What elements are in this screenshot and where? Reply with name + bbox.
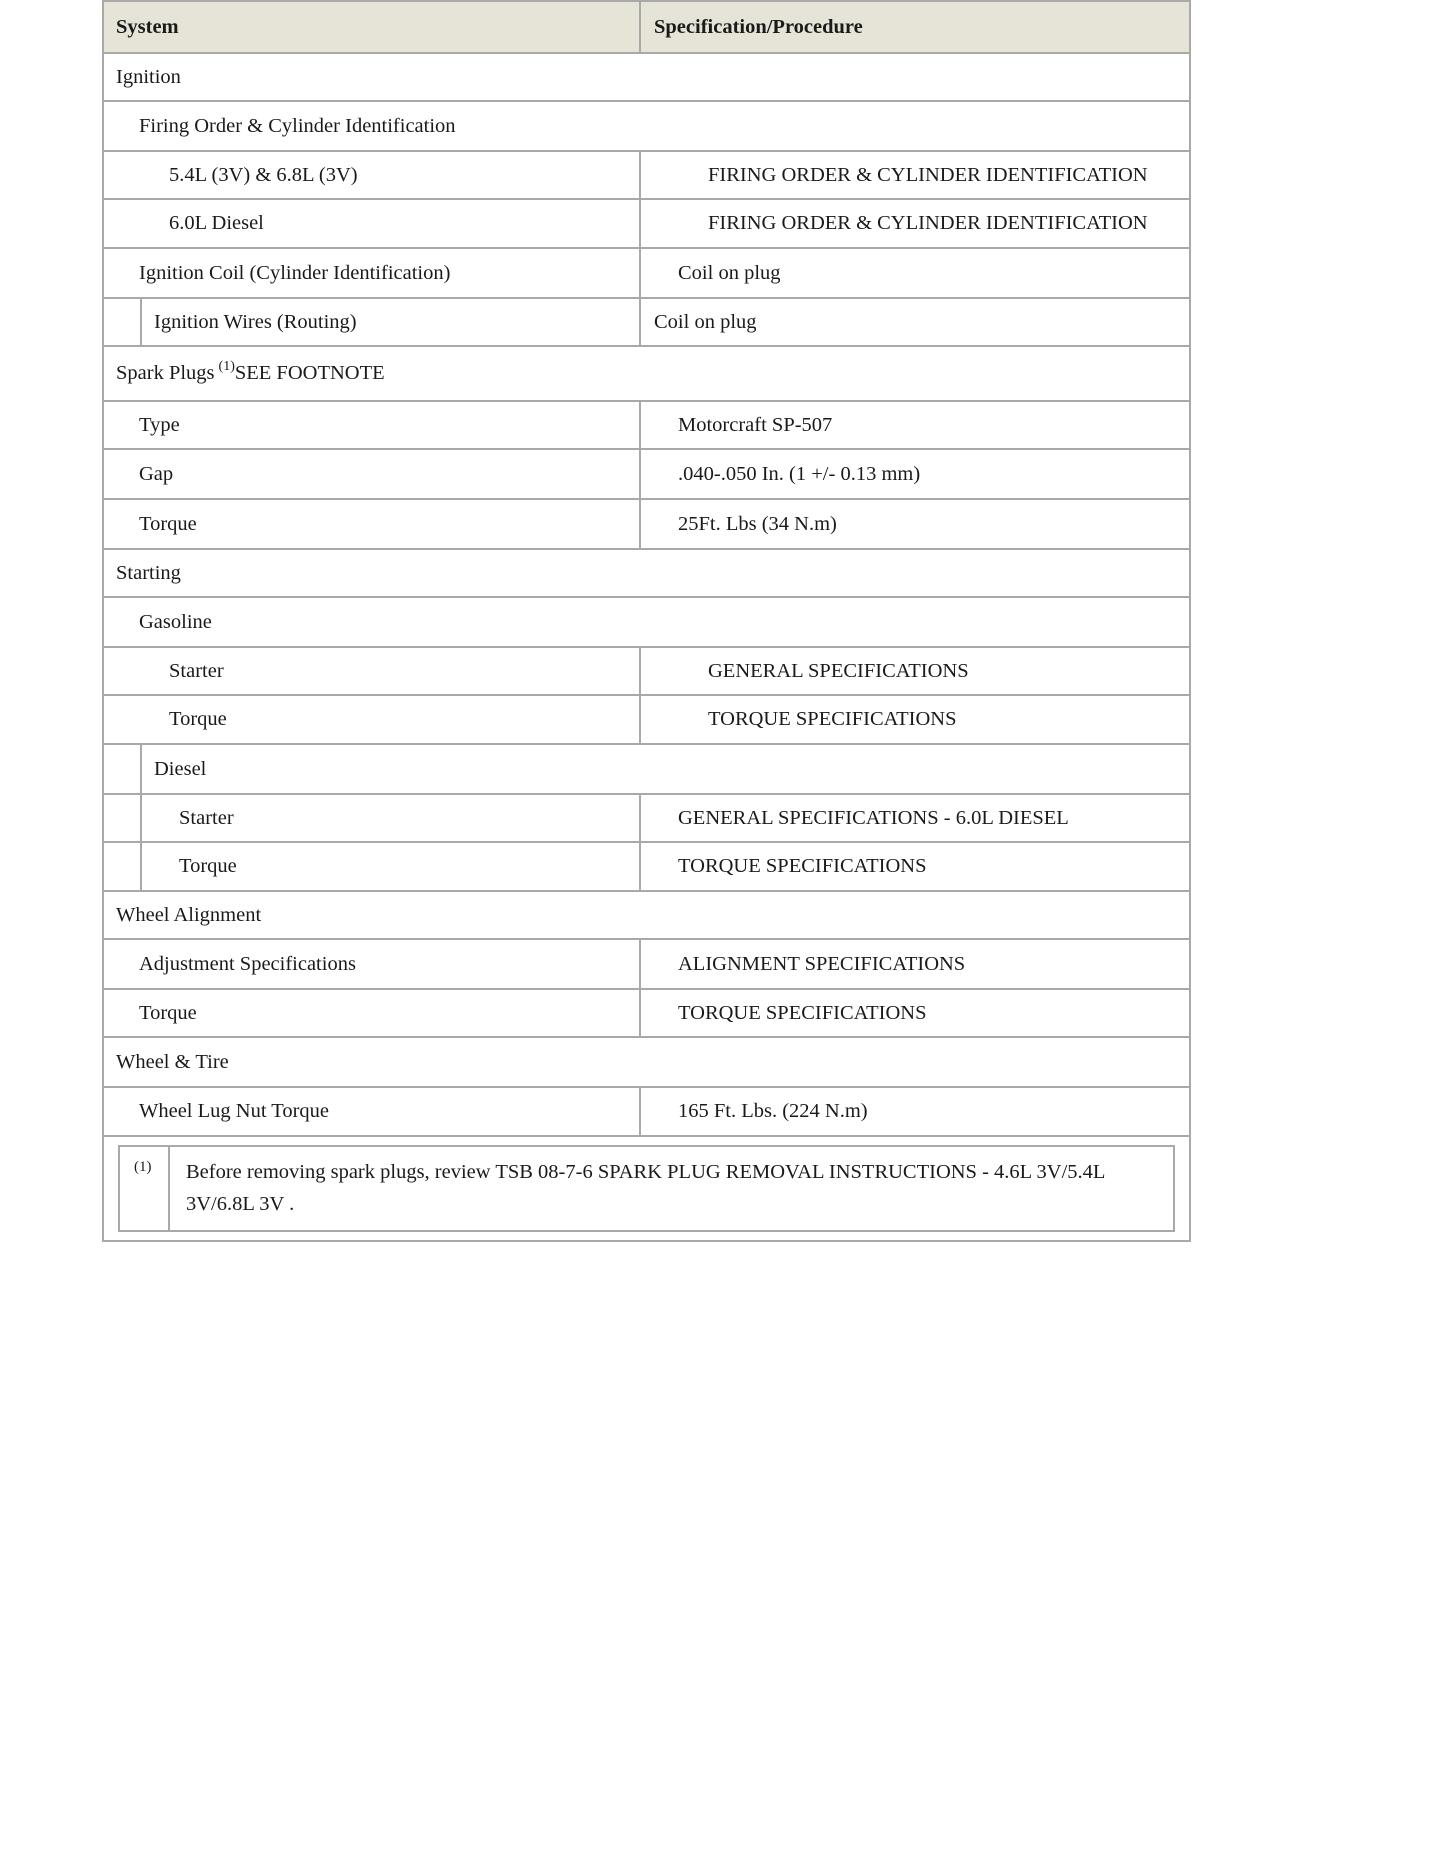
table-row [104,596,1189,646]
table-row [104,548,1189,596]
table-row [104,448,1189,498]
row-label: Torque [104,696,641,743]
row-value-link[interactable]: FIRING ORDER & CYLINDER IDENTIFICATION [708,163,1148,186]
footnote-text: Before removing spark plugs, review TSB 08-7-6 SPARK PLUG REMOVAL INSTRUCTIONS - 4.6L 3V/5.4L 3V/6.8L 3V . [186,1161,1105,1215]
row-label: Starter [142,795,641,841]
table-row [104,100,1189,150]
table-row [104,150,1189,198]
header-spec: Specification/Procedure [654,15,863,38]
row-label: Wheel Lug Nut Torque [104,1088,641,1135]
row-value-link[interactable]: FIRING ORDER & CYLINDER IDENTIFICATION [708,212,1148,234]
table-header-row [104,2,1189,52]
table-row [104,793,1189,841]
footnote-section [104,1135,1189,1240]
row-label: Ignition Wires (Routing) [142,299,641,345]
section-spark-plugs [104,347,1189,400]
row-label: Torque [104,500,641,548]
indent-gutter [104,299,142,345]
footnote-marker[interactable]: (1) [218,358,235,374]
table-row [104,247,1189,297]
row-label: Adjustment Specifications [104,940,641,988]
indent-gutter [104,795,142,841]
row-value: .040-.050 In. (1 +/- 0.13 mm) [678,462,921,485]
row-label: Ignition Coil (Cylinder Identification) [104,249,641,297]
row-value-link[interactable]: ALIGNMENT SPECIFICATIONS [678,952,966,975]
row-value: 165 Ft. Lbs. (224 N.m) [678,1100,868,1122]
group-gasoline: Gasoline [139,610,212,633]
indent-gutter [104,745,142,793]
section-wheel-tire: Wheel & Tire [116,1050,229,1073]
row-label: Gap [104,450,641,498]
section-starting: Starting [116,561,181,584]
footnote-reference: SEE FOOTNOTE [234,362,385,384]
section-ignition: Ignition [116,65,181,88]
row-value: Coil on plug [654,310,757,333]
row-label: Torque [104,990,641,1036]
row-value-link[interactable]: GENERAL SPECIFICATIONS [708,659,969,682]
table-row [104,841,1189,890]
table-row [104,890,1189,938]
row-value-link[interactable]: GENERAL SPECIFICATIONS - 6.0L DIESEL [678,806,1069,829]
table-row [104,988,1189,1036]
row-label: Starter [104,648,641,694]
row-value-link[interactable]: TORQUE SPECIFICATIONS [678,1001,927,1024]
group-diesel: Diesel [154,757,207,780]
table-row [104,1086,1189,1135]
table-row [104,938,1189,988]
footnote-box [118,1145,1175,1232]
table-row [104,400,1189,448]
indent-gutter [104,843,142,890]
table-row [104,52,1189,100]
row-value: Coil on plug [678,261,781,284]
section-wheel-alignment: Wheel Alignment [116,903,262,926]
table-row [104,694,1189,743]
row-label: 5.4L (3V) & 6.8L (3V) [104,152,641,198]
section-label: Spark Plugs [116,362,215,384]
table-row [104,198,1189,247]
table-row [104,646,1189,694]
table-row [104,743,1189,793]
header-system: System [104,2,641,52]
group-firing-order: Firing Order & Cylinder Identification [139,114,456,137]
table-row [104,1036,1189,1086]
row-value-link[interactable]: TORQUE SPECIFICATIONS [708,708,957,730]
row-label: Type [104,402,641,448]
row-value: 25Ft. Lbs (34 N.m) [678,512,837,535]
row-label: 6.0L Diesel [104,200,641,247]
table-row [104,498,1189,548]
row-label: Torque [142,843,641,890]
row-value-link[interactable]: TORQUE SPECIFICATIONS [678,855,927,877]
specification-table [102,0,1191,1242]
footnote-number: (1) [120,1147,170,1230]
row-value: Motorcraft SP-507 [678,413,833,436]
table-row [104,297,1189,345]
table-row [104,345,1189,400]
